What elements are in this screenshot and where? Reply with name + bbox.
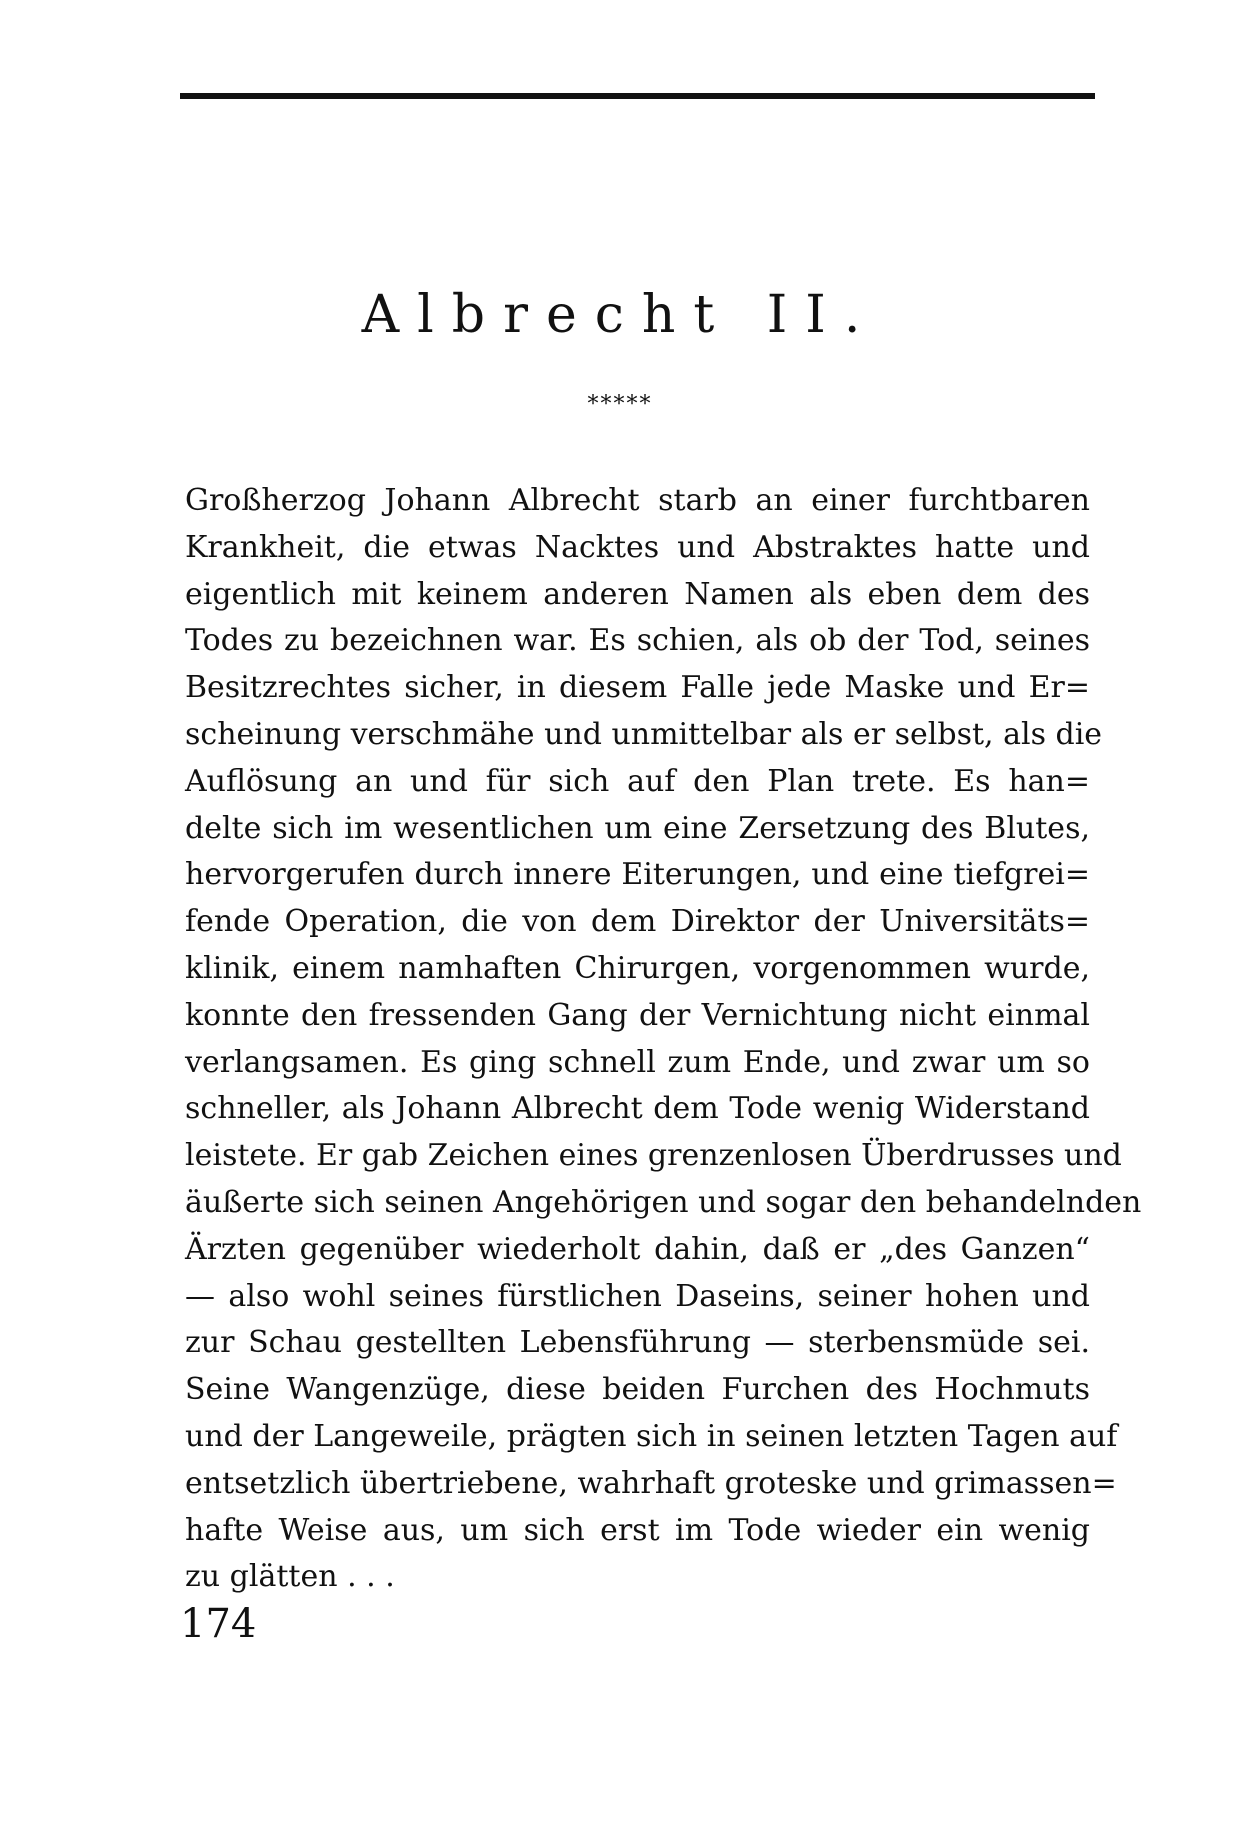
text-line: delte sich im wesentlichen um eine Zersetzung des Blutes, <box>185 810 1090 846</box>
chapter-title: Albrecht II. <box>361 285 879 345</box>
text-line: zur Schau gestellten Lebensführung — sterbensmüde sei. <box>185 1325 1090 1361</box>
text-line: konnte den fressenden Gang der Vernichtung nicht einmal <box>185 997 1090 1033</box>
text-line: Krankheit, die etwas Nacktes und Abstraktes hatte und <box>185 529 1090 565</box>
text-line: leistete. Er gab Zeichen eines grenzenlosen Überdrusses und <box>185 1138 1122 1174</box>
text-line: Seine Wangenzüge, diese beiden Furchen des Hochmuts <box>185 1372 1090 1408</box>
text-line: äußerte sich seinen Angehörigen und sogar den behandelnden <box>185 1184 1142 1220</box>
text-line: zu glätten . . . <box>185 1559 395 1595</box>
text-line: und der Langeweile, prägten sich in seinen letzten Tagen auf <box>185 1418 1118 1454</box>
text-line: — also wohl seines fürstlichen Daseins, seiner hohen und <box>185 1278 1090 1314</box>
text-line: eigentlich mit keinem anderen Namen als eben dem des <box>185 576 1090 612</box>
top-rule <box>180 93 1095 99</box>
text-line: klinik, einem namhaften Chirurgen, vorgenommen wurde, <box>185 950 1090 986</box>
text-line: verlangsamen. Es ging schnell zum Ende, und zwar um so <box>185 1044 1090 1080</box>
text-line: entsetzlich übertriebene, wahrhaft groteske und grimassen= <box>185 1465 1117 1501</box>
text-line: Todes zu bezeichnen war. Es schien, als ob der Tod, seines <box>185 623 1090 659</box>
page-number: 174 <box>180 1601 257 1647</box>
text-line: Großherzog Johann Albrecht starb an einer furchtbaren <box>185 483 1090 518</box>
text-line: fende Operation, die von dem Direktor der Universitäts= <box>185 904 1090 940</box>
text-line: hervorgerufen durch innere Eiterungen, und eine tiefgrei= <box>185 857 1090 893</box>
text-line: hafte Weise aus, um sich erst im Tode wieder ein wenig <box>185 1512 1090 1548</box>
text-line: Auflösung an und für sich auf den Plan trete. Es han= <box>185 763 1090 799</box>
text-line: Besitzrechtes sicher, in diesem Falle jede Maske und Er= <box>185 670 1090 706</box>
ornament-stars: ***** <box>587 392 653 417</box>
text-line: schneller, als Johann Albrecht dem Tode wenig Widerstand <box>185 1091 1090 1127</box>
text-line: scheinung verschmähe und unmittelbar als er selbst, als die <box>185 716 1103 752</box>
body-paragraph <box>185 478 1142 1601</box>
text-line: Ärzten gegenüber wiederholt dahin, daß er „des Ganzen“ <box>185 1231 1090 1267</box>
